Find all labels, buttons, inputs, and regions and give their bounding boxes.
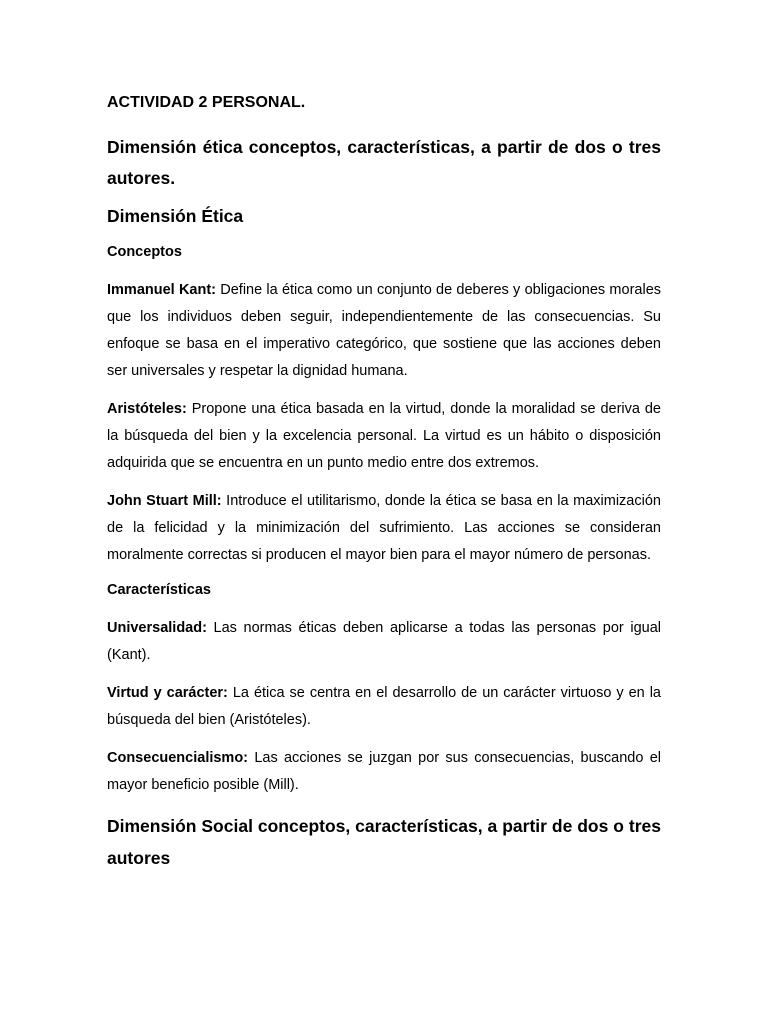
concept-paragraph-aristoteles (107, 396, 661, 477)
concept-author-label: Immanuel Kant: (107, 282, 216, 298)
characteristics-heading: Características (107, 582, 211, 598)
social-heading: Dimensión Social conceptos, características, a partir de dos o tres autores (107, 816, 661, 868)
concept-text: Propone una ética basada en la virtud, donde la moralidad se deriva de la búsqueda del bien y la excelencia personal. La virtud es un hábito o disposición adquirida que se encuentra en un punto medio entre dos extremos. (107, 401, 661, 471)
activity-title: ACTIVIDAD 2 PERSONAL. (107, 94, 306, 111)
concepts-heading: Conceptos (107, 244, 182, 260)
characteristic-paragraph-virtud (107, 680, 661, 734)
characteristic-text: La ética se centra en el desarrollo de un carácter virtuoso y en la búsqueda del bien (Aristóteles). (107, 685, 661, 728)
concept-author-label: John Stuart Mill: (107, 493, 222, 509)
characteristic-label: Universalidad: (107, 620, 207, 636)
concept-paragraph-mill (107, 488, 661, 569)
characteristic-paragraph-consecuencialismo (107, 745, 661, 799)
section-heading: Dimensión Ética (107, 206, 244, 226)
concept-text: Introduce el utilitarismo, donde la ética se basa en la maximización de la felicidad y la minimización del sufrimiento. Las acciones se consideran moralmente correctas si producen el mayor bien para el mayor número de personas. (107, 493, 661, 563)
concept-author-label: Aristóteles: (107, 401, 187, 417)
characteristic-label: Virtud y carácter: (107, 685, 228, 701)
characteristic-label: Consecuencialismo: (107, 750, 249, 766)
characteristic-paragraph-universalidad (107, 615, 661, 669)
characteristic-text: Las acciones se juzgan por sus consecuencias, buscando el mayor beneficio posible (Mill). (107, 750, 661, 793)
concept-text: Define la ética como un conjunto de deberes y obligaciones morales que los individuos deben seguir, independientemente de las consecuencias. Su enfoque se basa en el imperativo categórico, que sostiene que las acciones deben ser universales y respetar la dignidad humana. (107, 282, 662, 379)
main-heading: Dimensión ética conceptos, características, a partir de dos o tres autores. (107, 137, 661, 188)
concept-paragraph-kant (107, 277, 661, 385)
characteristic-text: Las normas éticas deben aplicarse a todas las personas por igual (Kant). (107, 620, 661, 663)
